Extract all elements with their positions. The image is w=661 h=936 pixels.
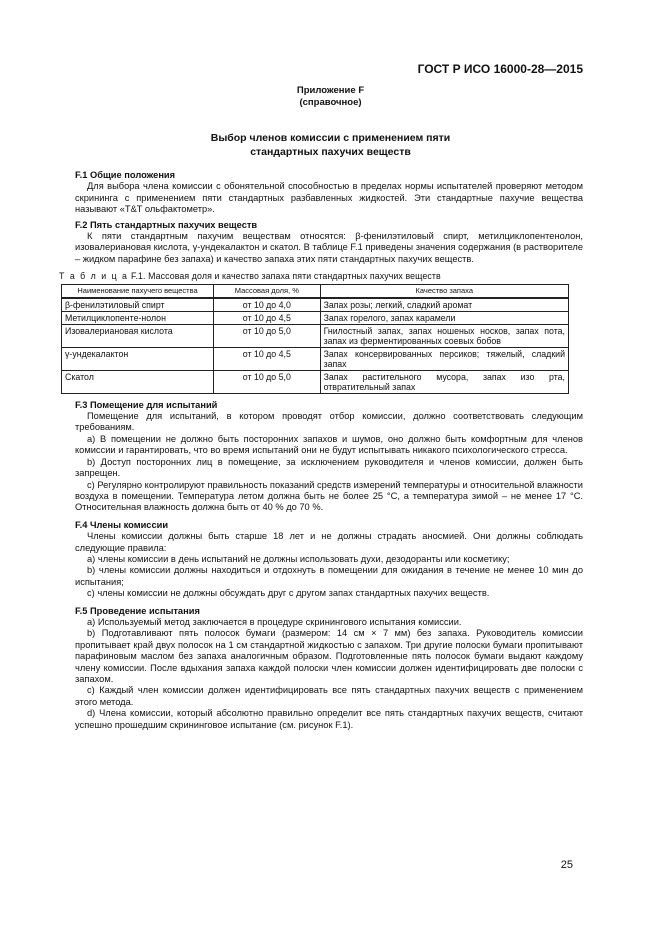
table-caption-text: F.1. Массовая доля и качество запаха пяти стандартных пахучих веществ	[131, 271, 441, 282]
title-line-1: Выбор членов комиссии с применением пяти	[210, 132, 451, 144]
table-cell-share: от 10 до 4,5	[214, 311, 320, 324]
section-f2-text: К пяти стандартным пахучим веществам относятся: β-фенилэтиловый спирт, метилциклопентенолон, изовалериановая кислота, γ-ундекалактон и скатол. В таблице F.1 приведены значения содержания (в растворителе – жидком парафине без запаха) и качество запаха этих пяти стандартных пахучих веществ.	[75, 231, 583, 264]
table-caption-prefix: Т а б л и ц а	[59, 271, 129, 282]
table-cell-quality: Гнилостный запах, запах ношеных носков, запах пота, запах из ферментированных соевых бобов	[320, 324, 568, 347]
section-f5-heading: F.5 Проведение испытания	[75, 605, 200, 616]
section-f2-heading: F.2 Пять стандартных пахучих веществ	[75, 219, 258, 230]
table-header-share: Массовая доля, %	[214, 284, 320, 298]
table-caption	[59, 271, 583, 282]
section-f4-heading: F.4 Члены комиссии	[75, 519, 169, 530]
table-cell-quality: Запах розы; легкий, сладкий аромат	[320, 298, 568, 312]
section-f4-item-c: c) члены комиссии не должны обсуждать друг с другом запах стандартных пахучих веществ.	[87, 588, 490, 599]
section-f5-item-d: d) Члена комиссии, который абсолютно правильно определит все пять стандартных пахучих веществ, считают успешно прошедшим скрининговое испытание (см. рисунок F.1).	[75, 708, 583, 730]
section-f4-item-a: а) члены комиссии в день испытаний не должны использовать духи, дезодоранты или косметику;	[87, 553, 510, 564]
table-row	[62, 324, 569, 347]
table-row	[62, 298, 569, 312]
table-cell-quality: Запах растительного мусора, запах изо рта, отвратительный запах	[320, 370, 568, 393]
table-row	[62, 347, 569, 370]
table-cell-name: Метилциклопенте-нолон	[62, 311, 214, 324]
table-cell-share: от 10 до 4,5	[214, 347, 320, 370]
appendix-heading	[0, 85, 661, 109]
table-header-quality: Качество запаха	[320, 284, 568, 298]
table-header-row	[62, 284, 569, 298]
table-cell-share: от 10 до 5,0	[214, 370, 320, 393]
section-f1-heading: F.1 Общие положения	[75, 170, 176, 180]
table-row	[62, 311, 569, 324]
table-row	[62, 370, 569, 393]
section-f3-item-c: c) Регулярно контролируют правильность показаний средств измерений температуры и относительной влажности воздуха в помещении. Температура летом должна быть не более 25 °С, а температура зимой – не менее 17 °С. Относительная влажность должна быть от 40 % до 70 %.	[75, 479, 583, 513]
table-cell-quality: Запах горелого, запах карамели	[320, 311, 568, 324]
appendix-label: Приложение F	[296, 85, 365, 96]
title-line-2: стандартных пахучих веществ	[250, 146, 411, 158]
table-cell-share: от 10 до 5,0	[214, 324, 320, 347]
section-f3-intro: Помещение для испытаний, в котором проводят отбор комиссии, должно соответствовать следующим требованиям.	[75, 411, 583, 433]
odorant-table	[61, 284, 569, 394]
appendix-title	[0, 131, 661, 159]
table-cell-name: γ-ундекалактон	[62, 347, 214, 370]
section-f4-item-b: b) члены комиссии должны находиться и отдохнуть в помещении для ожидания в течение не менее 10 мин до испытания;	[75, 565, 583, 587]
section-f5-item-c: c) Каждый член комиссии должен идентифицировать все пять стандартных пахучих веществ с применением этого метода.	[75, 685, 583, 707]
section-f5-item-b: b) Подготавливают пять полосок бумаги (размером: 14 см × 7 мм) без запаха. Руководитель комиссии пропитывает край двух полосок на 1 см стандартной жидкостью с запахом. Три другие полоски бумаги пропитывают парафиновым маслом без запаха аналогичным образом. Подготовленные пять полосок бумаги выдают каждому члену комиссии. После вдыхания запаха каждой полоски член комиссии должен идентифицировать две полоски с запахом.	[75, 628, 583, 684]
section-f5-item-a: а) Используемый метод заключается в процедуре скринингового испытания комиссии.	[87, 616, 462, 627]
table-cell-share: от 10 до 4,0	[214, 298, 320, 312]
table-cell-name: β-фенилэтиловый спирт	[62, 298, 214, 312]
document-body	[59, 170, 583, 731]
section-f3-heading: F.3 Помещение для испытаний	[75, 399, 218, 410]
table-cell-name: Скатол	[62, 370, 214, 393]
page-number: 25	[560, 859, 573, 871]
section-f1-text: Для выбора члена комиссии с обонятельной способностью в пределах нормы испытателей проверяют методом скрининга с применением пяти стандартных разбавленных жидкостей. Эти стандартные пахучие вещества называют «T&T ольфактометр».	[75, 181, 583, 215]
table-cell-name: Изовалериановая кислота	[62, 324, 214, 347]
appendix-note: (справочное)	[299, 97, 362, 108]
document-standard-code: ГОСТ Р ИСО 16000-28—2015	[417, 62, 583, 76]
section-f3-item-a: а) В помещении не должно быть посторонних запахов и шумов, оно должно быть комфортным для членов комиссии и гарантировать, что во время испытаний они не будут испытывать никакого психологического стресса.	[75, 433, 583, 456]
table-cell-quality: Запах консервированных персиков; тяжелый, сладкий запах	[320, 347, 568, 370]
section-f4-intro: Члены комиссии должны быть старше 18 лет и не должны страдать аносмией. Они должны соблюдать следующие правила:	[75, 531, 583, 553]
section-f3-item-b: b) Доступ посторонних лиц в помещение, за исключением руководителя и членов комиссии, должен быть запрещен.	[75, 456, 583, 479]
table-header-name: Наименование пахучего вещества	[62, 284, 214, 298]
